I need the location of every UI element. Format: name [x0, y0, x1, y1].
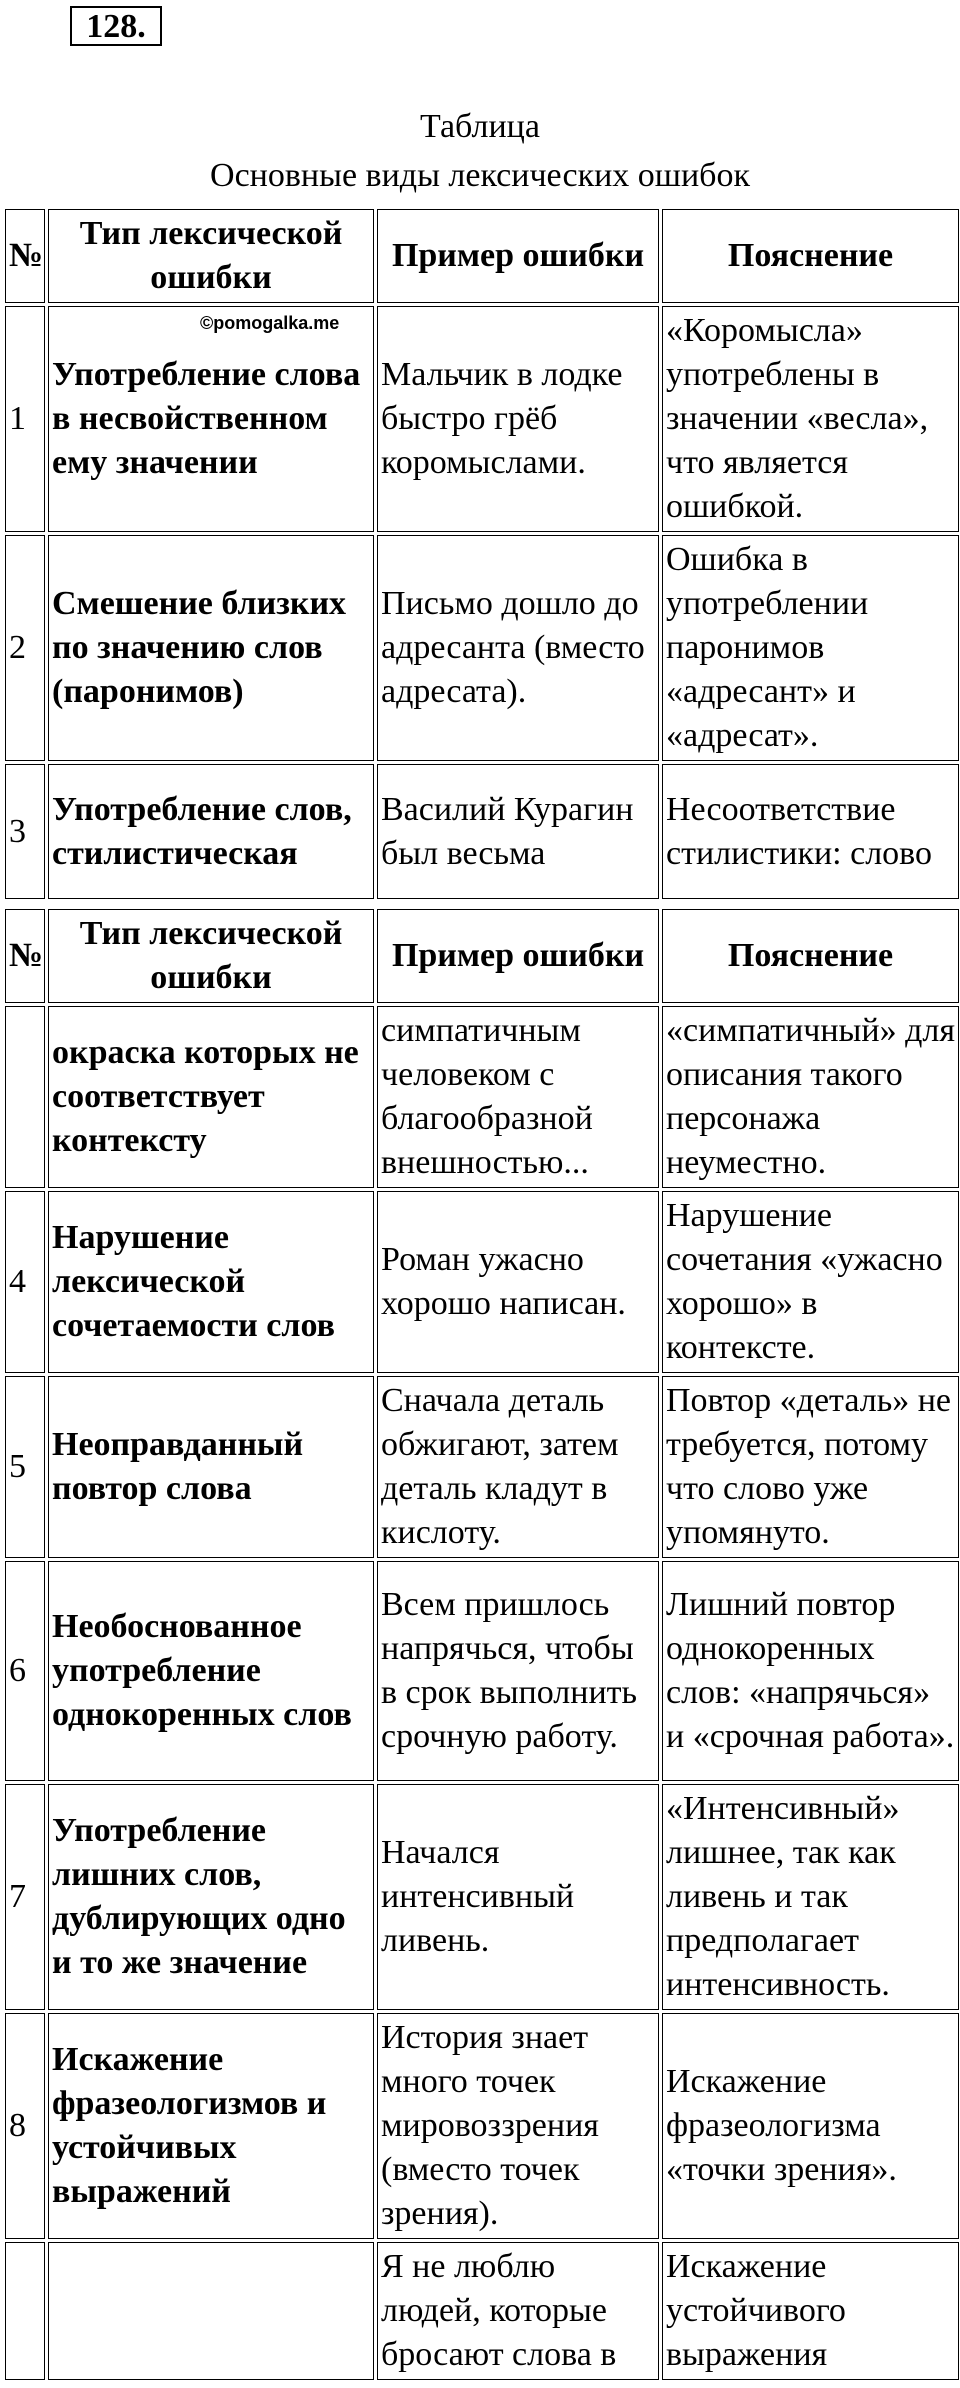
error-type: окраска которых не соответствует контексту: [48, 1006, 374, 1188]
row-number: 6: [5, 1561, 45, 1781]
error-explanation: Искажение фразеологизма «точки зрения».: [662, 2013, 959, 2239]
header-num: №: [5, 909, 45, 1003]
error-type: Нарушение лексической сочетаемости слов: [48, 1191, 374, 1373]
row-number: [5, 1006, 45, 1188]
row-number: 3: [5, 764, 45, 899]
error-explanation: Искажение устойчивого выражения: [662, 2242, 959, 2380]
error-example: История знает много точек мировоззрения (вместо точек зрения).: [377, 2013, 659, 2239]
table-row: [5, 1784, 959, 2010]
error-explanation: Повтор «деталь» не требуется, потому что слово уже упомянуто.: [662, 1376, 959, 1558]
error-type: Искажение фразеологизмов и устойчивых выражений: [48, 2013, 374, 2239]
error-type: Употребление слова в несвойственном ему значении: [48, 306, 374, 532]
error-example: Роман ужасно хорошо написан.: [377, 1191, 659, 1373]
row-number: 8: [5, 2013, 45, 2239]
header-num: №: [5, 209, 45, 303]
error-example: Мальчик в лодке быстро грёб коромыслами.: [377, 306, 659, 532]
table-title: Основные виды лексических ошибок: [210, 157, 750, 194]
errors-table-part-2: [2, 906, 960, 2383]
error-example: Начался интенсивный ливень.: [377, 1784, 659, 2010]
table-header-row: [5, 209, 959, 303]
error-type: Неоправданный повтор слова: [48, 1376, 374, 1558]
row-number: 1: [5, 306, 45, 532]
header-example: Пример ошибки: [377, 209, 659, 303]
header-example: Пример ошибки: [377, 909, 659, 1003]
error-example: симпатичным человеком с благообразной внешностью...: [377, 1006, 659, 1188]
header-explanation: Пояснение: [662, 209, 959, 303]
error-example: Сначала деталь обжигают, затем деталь кладут в кислоту.: [377, 1376, 659, 1558]
row-number: 7: [5, 1784, 45, 2010]
table-caption: Таблица: [420, 108, 540, 145]
error-type: Необоснованное употребление однокоренных слов: [48, 1561, 374, 1781]
header-explanation: Пояснение: [662, 909, 959, 1003]
error-explanation: Нарушение сочетания «ужасно хорошо» в контексте.: [662, 1191, 959, 1373]
error-explanation: «симпатичный» для описания такого персонажа неуместно.: [662, 1006, 959, 1188]
row-number: 4: [5, 1191, 45, 1373]
error-type: Смешение близких по значению слов (паронимов): [48, 535, 374, 761]
header-type: Тип лексической ошибки: [48, 909, 374, 1003]
table-row: [5, 1006, 959, 1188]
error-explanation: Ошибка в употреблении паронимов «адресант» и «адресат».: [662, 535, 959, 761]
table-row: [5, 1191, 959, 1373]
error-example: Всем пришлось напрячься, чтобы в срок выполнить срочную работу.: [377, 1561, 659, 1781]
errors-table-part-1: [2, 206, 960, 902]
error-example: Я не люблю людей, которые бросают слова в: [377, 2242, 659, 2380]
table-row: [5, 1376, 959, 1558]
error-type: Употребление слов, стилистическая: [48, 764, 374, 899]
table-row: [5, 306, 959, 532]
error-explanation: «Коромысла» употреблены в значении «весла», что является ошибкой.: [662, 306, 959, 532]
error-type: Употребление лишних слов, дублирующих одно и то же значение: [48, 1784, 374, 2010]
watermark: ©pomogalka.me: [200, 313, 340, 333]
row-number: 5: [5, 1376, 45, 1558]
table-row: [5, 1561, 959, 1781]
error-example: Письмо дошло до адресанта (вместо адресата).: [377, 535, 659, 761]
error-explanation: Несоответствие стилистики: слово: [662, 764, 959, 899]
row-number: [5, 2242, 45, 2380]
error-explanation: Лишний повтор однокоренных слов: «напрячься» и «срочная работа».: [662, 1561, 959, 1781]
table-row: [5, 535, 959, 761]
table-row: [5, 2242, 959, 2380]
error-example: Василий Курагин был весьма: [377, 764, 659, 899]
error-explanation: «Интенсивный» лишнее, так как ливень и так предполагает интенсивность.: [662, 1784, 959, 2010]
row-number: 2: [5, 535, 45, 761]
task-number: 128.: [70, 6, 162, 46]
table-row: [5, 2013, 959, 2239]
table-row: [5, 764, 959, 899]
header-type: Тип лексической ошибки: [48, 209, 374, 303]
table-header-row: [5, 909, 959, 1003]
error-type: [48, 2242, 374, 2380]
